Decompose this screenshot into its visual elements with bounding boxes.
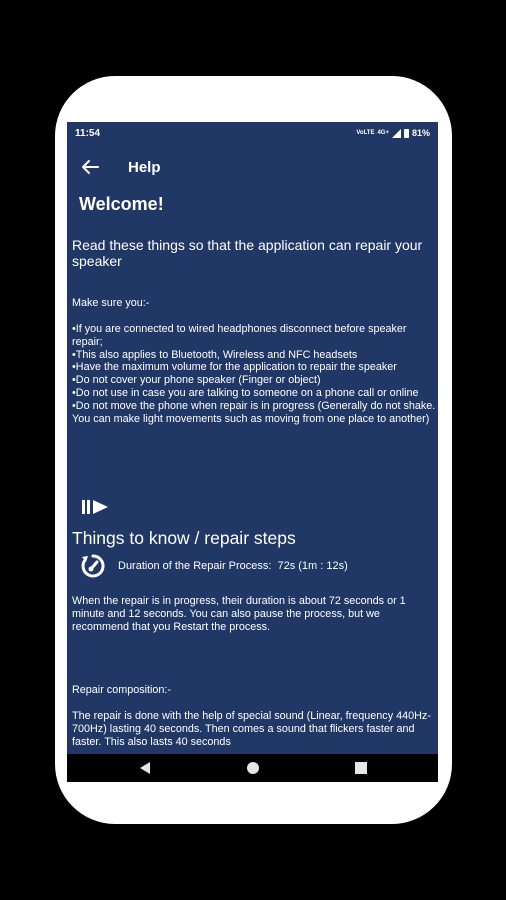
intro-text: Read these things so that the application can repair your speaker bbox=[72, 237, 423, 269]
status-bar bbox=[67, 122, 438, 146]
status-time: 11:54 bbox=[75, 128, 101, 139]
duration-value: 72s (1m : 12s) bbox=[277, 560, 348, 572]
section-title: Things to know / repair steps bbox=[72, 528, 296, 548]
make-sure-label: Make sure you:- bbox=[72, 297, 150, 309]
list-item: •Have the maximum volume for the application to repair the speaker bbox=[72, 361, 397, 374]
status-icons bbox=[356, 128, 430, 138]
repair-composition-text: The repair is done with the help of special sound (Linear, frequency 440Hz-700Hz) lasting 40 seconds. Then comes a sound that flickers faster and faster. This also lasts 40 seconds bbox=[72, 710, 431, 748]
nav-back-button[interactable] bbox=[140, 762, 150, 774]
nav-recents-button[interactable] bbox=[355, 762, 367, 774]
volte-indicator: VoLTE bbox=[356, 130, 375, 136]
duration-row bbox=[80, 553, 348, 579]
list-item: •This also applies to Bluetooth, Wireless and NFC headsets bbox=[72, 348, 358, 361]
timer-icon bbox=[80, 553, 106, 579]
nav-home-button[interactable] bbox=[247, 762, 259, 774]
toolbar bbox=[67, 150, 438, 184]
play-pause-icon bbox=[82, 499, 112, 515]
list-item: •Do not cover your phone speaker (Finger or object) bbox=[72, 374, 321, 387]
network-type-indicator: 4G+ bbox=[377, 130, 389, 136]
list-item: •If you are connected to wired headphones disconnect before speaker repair; bbox=[72, 323, 407, 348]
requirements-list bbox=[72, 323, 436, 425]
signal-icon bbox=[392, 129, 401, 138]
welcome-heading: Welcome! bbox=[79, 194, 164, 214]
battery-icon bbox=[404, 129, 409, 138]
app-screen bbox=[67, 122, 438, 782]
list-item: •Do not use in case you are talking to someone on a phone call or online bbox=[72, 386, 419, 399]
list-item: •Do not move the phone when repair is in progress (Generally do not shake. You can make light movements such as moving from one place to another) bbox=[72, 399, 436, 425]
repair-description: When the repair is in progress, their duration is about 72 seconds or 1 minute and 12 seconds. You can also pause the process, but we recommend that you Restart the process. bbox=[72, 595, 406, 633]
battery-percent: 81% bbox=[411, 128, 430, 138]
navigation-bar bbox=[67, 754, 438, 782]
arrow-left-icon[interactable] bbox=[81, 159, 99, 175]
repair-composition-label: Repair composition:- bbox=[72, 684, 172, 696]
page-title: Help bbox=[128, 159, 161, 176]
duration-label: Duration of the Repair Process: bbox=[118, 560, 272, 572]
